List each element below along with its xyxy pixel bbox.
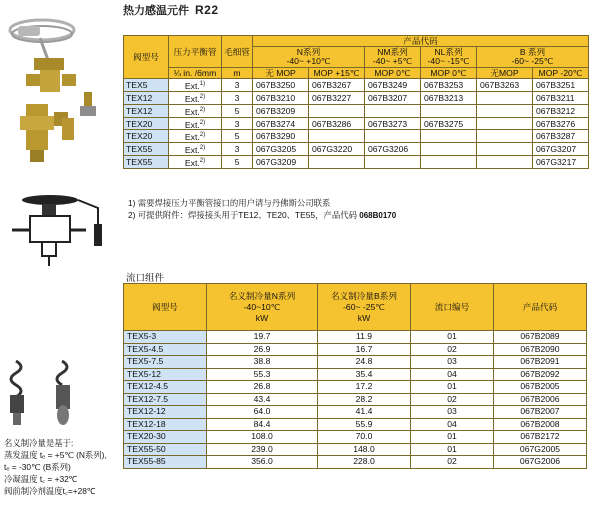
code-cell <box>477 91 533 104</box>
header-n-mop: MOP +15℃ <box>309 68 365 79</box>
value-cell: 01 <box>411 381 494 394</box>
caption-line: 蒸发温度 tₑ = +5℃ (N系列), <box>4 450 107 460</box>
value-cell: 55.9 <box>318 418 411 431</box>
type-cell: TEX55 <box>124 143 169 156</box>
unit-equalizer: ¼ in. /6mm <box>169 68 222 79</box>
table-row <box>124 117 589 130</box>
value-cell: 38.8 <box>207 356 318 369</box>
code-cell <box>421 104 477 117</box>
value-cell: 239.0 <box>207 443 318 456</box>
equalizer-cell: Ext.$^{1)}$ <box>169 79 222 92</box>
value-cell: 03 <box>411 406 494 419</box>
table-row <box>124 393 587 406</box>
type-cell: TEX12 <box>124 104 169 117</box>
value-cell: 28.2 <box>318 393 411 406</box>
header-nm-mop: MOP 0℃ <box>365 68 421 79</box>
code-cell <box>365 104 421 117</box>
footnote-1: 1) 需要焊接压力平衡管接口的用户请与丹佛斯公司联系 <box>128 198 331 208</box>
code-cell: 067B3287 <box>533 130 589 143</box>
type-cell: TEX55 <box>124 156 169 169</box>
value-cell: 55.3 <box>207 368 318 381</box>
code-cell <box>477 156 533 169</box>
type-cell: TEX12 <box>124 91 169 104</box>
table-row <box>124 156 589 169</box>
value-cell: 356.0 <box>207 456 318 469</box>
code-cell: 067B3210 <box>253 91 309 104</box>
code-cell <box>309 130 365 143</box>
code-cell: 067B3209 <box>253 104 309 117</box>
value-cell: 17.2 <box>318 381 411 394</box>
table-row <box>124 431 587 444</box>
type-cell: TEX55-50 <box>124 443 207 456</box>
value-cell: 35.4 <box>318 368 411 381</box>
value-cell: 70.0 <box>318 431 411 444</box>
table-row <box>124 130 589 143</box>
code-cell: 067B3275 <box>421 117 477 130</box>
value-cell: 01 <box>411 443 494 456</box>
header-n-capacity: 名义制冷量N系列 -40~10℃ kW <box>207 284 318 331</box>
valve-diagram <box>8 190 108 270</box>
code-cell: 067B3227 <box>309 91 365 104</box>
equalizer-cell: Ext.$^{2)}$ <box>169 130 222 143</box>
value-cell: 108.0 <box>207 431 318 444</box>
code-cell: 067G3207 <box>533 143 589 156</box>
type-cell: TEX5-7.5 <box>124 356 207 369</box>
table-row <box>124 343 587 356</box>
code-cell: 067B3251 <box>533 79 589 92</box>
header-nm-series: NM系列 -40~ +5℃ <box>365 47 421 68</box>
capillary-cell: 3 <box>222 79 253 92</box>
header-equalizer: 压力平衡管 <box>169 36 222 68</box>
valve-photo <box>0 0 118 180</box>
value-cell: 03 <box>411 356 494 369</box>
code-cell: 067B3290 <box>253 130 309 143</box>
value-cell: 11.9 <box>318 331 411 344</box>
caption-line: 名义制冷量是基于: <box>4 438 74 448</box>
code-cell: 067B3207 <box>365 91 421 104</box>
type-cell: TEX12-18 <box>124 418 207 431</box>
footnote-2: 2) 可提供附件：焊接接头用于TE12、TE20、TE55，产品代码 068B0170 <box>128 210 397 220</box>
type-cell: TEX12-12 <box>124 406 207 419</box>
code-cell <box>477 104 533 117</box>
code-cell: 067B3274 <box>253 117 309 130</box>
table-row <box>124 456 587 469</box>
value-cell: 02 <box>411 393 494 406</box>
code-cell <box>421 156 477 169</box>
header-orifice-no: 流口编号 <box>411 284 494 331</box>
table-row <box>124 143 589 156</box>
value-cell: 64.0 <box>207 406 318 419</box>
header-type: 阀型号 <box>124 284 207 331</box>
caption-line: tₑ = -30℃ (B系列) <box>4 462 71 472</box>
table-row <box>124 91 589 104</box>
value-cell: 84.4 <box>207 418 318 431</box>
table-row <box>124 418 587 431</box>
orifice-table <box>123 283 587 469</box>
value-cell: 067B2172 <box>494 431 587 444</box>
value-cell: 01 <box>411 431 494 444</box>
header-b-mop: MOP -20℃ <box>533 68 589 79</box>
header-capillary: 毛细管 <box>222 36 253 68</box>
type-cell: TEX20 <box>124 117 169 130</box>
header-nl-mop: MOP 0℃ <box>421 68 477 79</box>
code-cell <box>309 156 365 169</box>
value-cell: 26.8 <box>207 381 318 394</box>
header-b-nomop: 无MOP <box>477 68 533 79</box>
value-cell: 067B2005 <box>494 381 587 394</box>
equalizer-cell: Ext.$^{2)}$ <box>169 143 222 156</box>
table-row <box>124 381 587 394</box>
value-cell: 16.7 <box>318 343 411 356</box>
code-cell: 067B3213 <box>421 91 477 104</box>
table-row <box>124 356 587 369</box>
unit-capillary: m <box>222 68 253 79</box>
value-cell: 067B2091 <box>494 356 587 369</box>
value-cell: 228.0 <box>318 456 411 469</box>
capillary-cell: 5 <box>222 130 253 143</box>
value-cell: 148.0 <box>318 443 411 456</box>
caption-line: 阀前制冷剂温度t꜀=+28℃ <box>4 486 96 496</box>
value-cell: 04 <box>411 418 494 431</box>
value-cell: 067G2005 <box>494 443 587 456</box>
orifice-assembly-picture <box>4 355 94 435</box>
type-cell: TEX5 <box>124 79 169 92</box>
header-nl-series: NL系列 -40~ -15℃ <box>421 47 477 68</box>
value-cell: 067B2007 <box>494 406 587 419</box>
type-cell: TEX20-30 <box>124 431 207 444</box>
table-row <box>124 331 587 344</box>
code-cell <box>421 143 477 156</box>
section-title-text: 热力感温元件 <box>123 5 189 17</box>
value-cell: 067B2092 <box>494 368 587 381</box>
header-n-series: N系列 -40~ +10℃ <box>253 47 365 68</box>
type-cell: TEX12-4.5 <box>124 381 207 394</box>
code-cell: 067G3206 <box>365 143 421 156</box>
code-cell: 067B3286 <box>309 117 365 130</box>
code-cell <box>477 130 533 143</box>
header-code: 产品代码 <box>494 284 587 331</box>
code-cell: 067G3205 <box>253 143 309 156</box>
capillary-cell: 3 <box>222 91 253 104</box>
caption-line: 冷凝温度 t꜀ = +32℃ <box>4 474 78 484</box>
equalizer-cell: Ext.$^{2)}$ <box>169 117 222 130</box>
code-cell: 067B3263 <box>477 79 533 92</box>
header-product-code: 产品代码 <box>253 36 589 47</box>
value-cell: 067B2090 <box>494 343 587 356</box>
capillary-cell: 5 <box>222 104 253 117</box>
header-n-nomop: 无 MOP <box>253 68 309 79</box>
code-cell: 067B3212 <box>533 104 589 117</box>
type-cell: TEX12-7.5 <box>124 393 207 406</box>
table-row <box>124 443 587 456</box>
type-cell: TEX55-85 <box>124 456 207 469</box>
value-cell: 067B2089 <box>494 331 587 344</box>
value-cell: 02 <box>411 456 494 469</box>
code-cell: 067G3217 <box>533 156 589 169</box>
valve-code-table <box>123 35 589 169</box>
code-cell <box>477 117 533 130</box>
code-cell: 067B3267 <box>309 79 365 92</box>
code-cell <box>477 143 533 156</box>
code-cell <box>421 130 477 143</box>
code-cell: 067B3276 <box>533 117 589 130</box>
value-cell: 067B2008 <box>494 418 587 431</box>
code-cell: 067B3253 <box>421 79 477 92</box>
table-row <box>124 79 589 92</box>
code-cell: 067B3211 <box>533 91 589 104</box>
code-cell <box>365 130 421 143</box>
equalizer-cell: Ext.$^{2)}$ <box>169 104 222 117</box>
capillary-cell: 3 <box>222 117 253 130</box>
value-cell: 24.8 <box>318 356 411 369</box>
capillary-cell: 5 <box>222 156 253 169</box>
value-cell: 26.9 <box>207 343 318 356</box>
code-cell <box>365 156 421 169</box>
table-row <box>124 104 589 117</box>
header-b-capacity: 名义制冷量B系列 -60~ -25℃ kW <box>318 284 411 331</box>
code-cell: 067G3209 <box>253 156 309 169</box>
code-cell: 067G3220 <box>309 143 365 156</box>
value-cell: 02 <box>411 343 494 356</box>
value-cell: 067G2006 <box>494 456 587 469</box>
footnotes <box>128 197 396 222</box>
type-cell: TEX5-3 <box>124 331 207 344</box>
code-cell: 067B3250 <box>253 79 309 92</box>
header-type: 阀型号 <box>124 36 169 79</box>
section-title <box>123 2 219 18</box>
value-cell: 41.4 <box>318 406 411 419</box>
type-cell: TEX20 <box>124 130 169 143</box>
capillary-cell: 3 <box>222 143 253 156</box>
value-cell: 04 <box>411 368 494 381</box>
type-cell: TEX5-4.5 <box>124 343 207 356</box>
value-cell: 43.4 <box>207 393 318 406</box>
value-cell: 067B2006 <box>494 393 587 406</box>
capacity-caption <box>4 437 107 497</box>
table-row <box>124 368 587 381</box>
value-cell: 19.7 <box>207 331 318 344</box>
equalizer-cell: Ext.$^{2)}$ <box>169 91 222 104</box>
table-row <box>124 406 587 419</box>
equalizer-cell: Ext.$^{2)}$ <box>169 156 222 169</box>
code-cell: 067B3249 <box>365 79 421 92</box>
code-cell: 067B3273 <box>365 117 421 130</box>
orifice-section-title: 流口组件 <box>126 273 165 284</box>
type-cell: TEX5-12 <box>124 368 207 381</box>
code-cell <box>309 104 365 117</box>
value-cell: 01 <box>411 331 494 344</box>
refrigerant-label: R22 <box>195 3 219 17</box>
header-b-series: B 系列 -60~ -25℃ <box>477 47 589 68</box>
